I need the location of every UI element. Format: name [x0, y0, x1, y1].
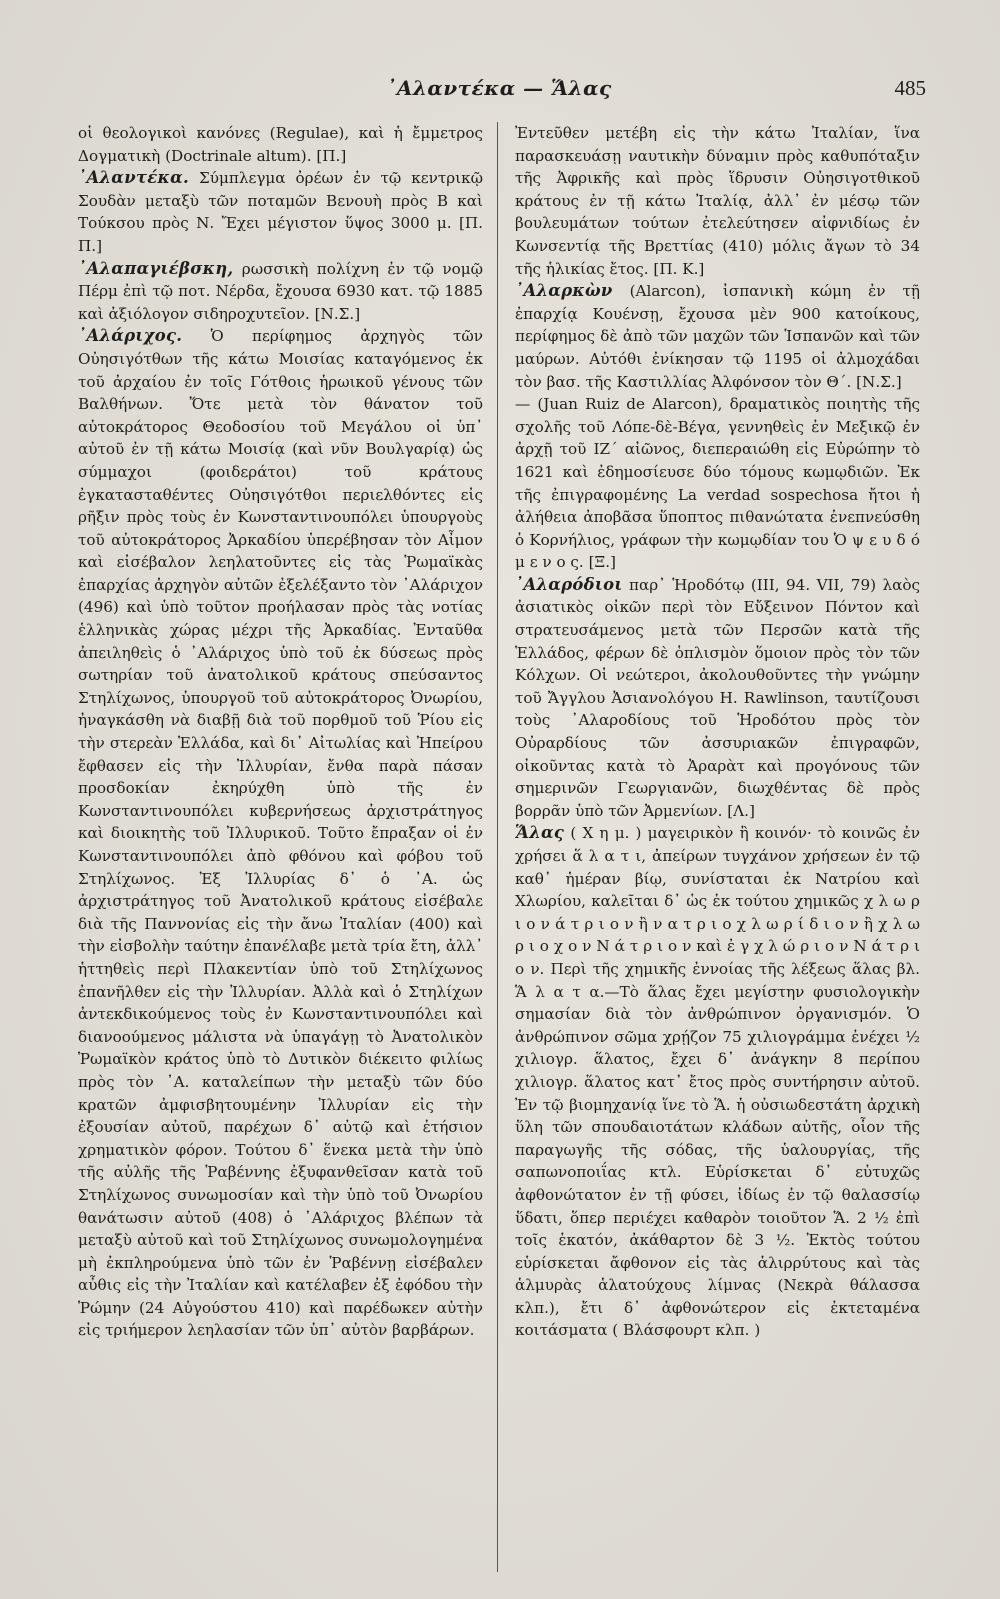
- entry-text: παρ᾿ Ἡροδότῳ (III, 94. VII, 79) λαὸς ἀσιατικὸς οἰκῶν περὶ τὸν Εὔξεινον Πόντον καὶ στρατευσάμενος μετὰ τῶν Περσῶν κατὰ τῆς Ἑλλάδος, φέρων δὲ ὁπλισμὸν ὅμοιον πρὸς τὸν τῶν Κόλχων. Οἱ νεώτεροι, ἀκολουθοῦντες τὴν γνώμην τοῦ Ἄγγλου Ἀσιανολόγου H. Rawlinson, ταυτίζουσι τοὺς ᾿Αλαροδίους τοῦ Ἡροδότου πρὸς τὸν Οὐραρδίους τῶν ἀσσυριακῶν ἐπιγραφῶν, οἰκοῦντας κατὰ τὸ Ἀραρὰτ καὶ προγόνους τῶν σημερινῶν Γεωργιανῶν, διωχθέντας δὲ πρὸς βορρᾶν ὑπὸ τῶν Ἀρμενίων. [Λ.]: [515, 575, 920, 820]
- entry-text: Ἐντεῦθεν μετέβη εἰς τὴν κάτω Ἰταλίαν, ἵνα παρασκευάσῃ ναυτικὴν δύναμιν πρὸς καθυπόταξιν τῆς Ἀφρικῆς καὶ πρὸς ἵδρυσιν Οὐησιγοτθικοῦ κράτους ἐν τῇ κάτω Ἰταλίᾳ, ἀλλ᾿ ἐν μέσῳ τῶν βουλευμάτων τούτων ἐτελεύτησεν αἰφνιδίως ἐν Κωνσεντίᾳ τῆς Βρεττίας (410) μόλις ἄγων τὸ 34 τῆς ἡλικίας ἔτος. [Π. Κ.]: [515, 124, 920, 278]
- entry-text: ρωσσικὴ πολίχνη ἐν τῷ νομῷ Πέρμ ἐπὶ τῷ ποτ. Νέρδα, ἔχουσα 6930 κατ. τῷ 1885 καὶ ἀξιόλογον σιδηροχυτεῖον. [Ν.Σ.]: [78, 259, 483, 323]
- entry-lemma: ᾿Αλάριχος.: [78, 326, 183, 346]
- page-header: [78, 70, 926, 114]
- page-number: 485: [894, 76, 926, 100]
- entry-continuation: [515, 122, 920, 280]
- entry-continuation: [78, 122, 483, 167]
- entry-alarcon: [515, 280, 920, 393]
- left-column: [78, 122, 483, 1592]
- entry-alaric: [78, 325, 483, 1342]
- entry-halas: [515, 822, 920, 1342]
- entry-text: ( Χ η μ. ) μαγειρικὸν ἢ κοινόν· τὸ κοινῶς ἐν χρήσει ἅ λ α τ ι, ἀπείρων τυγχάνον χρήσεων ἐν τῷ καθ᾿ ἡμέραν βίῳ, συνίσταται ἐκ Νατρίου καὶ Χλωρίου, καλεῖται δ᾿ ὡς ἐκ τούτου χημικῶς χ λ ω ρ ι ο ν ά τ ρ ι ο ν ἢ ν α τ ρ ι ο χ λ ω ρ ί δ ι ο ν ἢ χ λ ω ρ ι ο χ ο ν Ν ά τ ρ ι ο ν καὶ ἐ γ χ λ ώ ρ ι ο ν Ν ά τ ρ ι ο ν. Περὶ τῆς χημικῆς ἐννοίας τῆς λέξεως ἅλας βλ. Ἅ λ α τ α.—Τὸ ἅλας ἔχει μεγίστην φυσιολογικὴν σημασίαν διὰ τὸν ἀνθρώπινον ὀργανισμόν. Ὁ ἀνθρώπινον σῶμα χρῄζον 75 χιλιογράμμα ἐνέχει ½ χιλιογρ. ἅλατος, ἔχει δ᾿ ἀνάγκην 8 περίπου χιλιογρ. ἅλατος κατ᾿ ἔτος πρὸς συντήρησιν αὐτοῦ. Ἐν τῷ βιομηχανίᾳ ἵνε τὸ Ἅ. ἡ οὐσιωδεστάτη ἀρχικὴ ὕλη τῶν σπουδαιοτάτων κλάδων αὐτῆς, οἷον τῆς παραγωγῆς τῆς σόδας, τῆς ὑαλουργίας, τῆς σαπωνοποιΐας κτλ. Εὑρίσκεται δ᾿ εὐτυχῶς ἀφθονώτατον ἐν τῇ φύσει, ἰδίως ἐν τῷ θαλασσίῳ ὕδατι, ὅπερ περιέχει καθαρὸν τοιοῦτον Ἅ. 2 ½ ἐπὶ τοῖς ἑκατόν, ἀκάθαρτον δὲ 3 ½. Ἐκτὸς τούτου εὑρίσκεται ἄφθονον εἰς τὰς ἁλιρρύτους καὶ τὰς ἁλμυρὰς ἁλατούχους λίμνας (Νεκρὰ θάλασσα κλπ.), ἔτι δ᾿ ἀφθονώτερον εἰς ἐκτεταμένα κοιτάσματα ( Βλάσφουρτ κλπ. ): [515, 824, 920, 1340]
- entry-alarodioi: [515, 574, 920, 823]
- entry-lemma: ᾿Αλαρόδιοι: [515, 574, 623, 594]
- entry-alanteka: [78, 167, 483, 257]
- entry-juan-ruiz-de-alarcon: [515, 393, 920, 574]
- entry-text: οἱ θεολογικοὶ κανόνες (Regulae), καὶ ἡ ἔμμετρος Δογματικὴ (Doctrinale altum). [Π.]: [78, 124, 483, 165]
- entry-lemma: Ἅλας: [515, 823, 565, 843]
- column-divider: [497, 122, 498, 1572]
- entry-text: — (Juan Ruiz de Alarcon), δραματικὸς ποιητὴς τῆς σχολῆς τοῦ Λόπε-δὲ-Βέγα, γεννηθεὶς ἐν Μεξικῷ ἐν ἀρχῇ τοῦ ΙΖ´ αἰῶνος, διεπεραιώθη εἰς Εὐρώπην τὸ 1621 καὶ ἐδημοσίευσε δύο τόμους κωμῳδιῶν. Ἐκ τῆς ἐπιγραφομένης La verdad sospechosa ἤτοι ἡ ἀλήθεια ἀποβᾶσα ὕποπτος πιθανώτατα ἐνεπνεύσθη ὁ Κορνήλιος, γράφων τὴν κωμῳδίαν του Ὁ ψ ε υ δ ό μ ε ν ο ς. [Ξ.]: [515, 395, 920, 572]
- entry-lemma: ᾿Αλαντέκα.: [78, 168, 189, 188]
- running-head: ᾿Αλαντέκα — Ἅλας: [386, 76, 612, 100]
- entry-lemma: ᾿Αλαρκὼν: [515, 281, 613, 301]
- entry-text: Σύμπλεγμα ὀρέων ἐν τῷ κεντρικῷ Σουδὰν μεταξὺ τῶν ποταμῶν Βενουὴ πρὸς Β καὶ Τούκσου πρὸς Ν. Ἔχει μέγιστον ὕψος 3000 μ. [Π. Π.]: [78, 169, 483, 255]
- entry-alapagievsk: [78, 258, 483, 326]
- entry-text: Ὁ περίφημος ἀρχηγὸς τῶν Οὐησιγότθων τῆς κάτω Μοισίας καταγόμενος ἐκ τοῦ ἀρχαίου ἐν τοῖς Γότθοις ἡρωικοῦ γένους τῶν Βαλθήνων. Ὅτε μετὰ τὸν θάνατον τοῦ αὐτοκράτορος Θεοδοσίου τοῦ Μεγάλου οἱ ὑπ᾿ αὐτοῦ ἐν τῇ κάτω Μοισίᾳ (καὶ νῦν Βουλγαρίᾳ) ὡς σύμμαχοι (φοιδεράτοι) τοῦ κράτους ἐγκατασταθέντες Οὐησιγότθοι περιελθόντες εἰς ρῆξιν πρὸς τοὺς ἐν Κωνσταντινουπόλει ὑπουργοὺς τοῦ αὐτοκράτορος Ἀρκαδίου ὑπερέβησαν τὸν Αἶμον καὶ εἰσέβαλον λεηλατοῦντες εἰς τὰς Ῥωμαϊκὰς ἐπαρχίας ἀρχηγὸν αὐτῶν ἐξελέξαντο τὸν ᾿Αλάριχον (496) καὶ ὑπὸ τοῦτον προήλασαν πρὸς τὰς νοτίας ἑλληνικὰς χώρας μέχρι τῆς Ἀρκαδίας. Ἐνταῦθα ἀπειληθεὶς ὁ ᾿Αλάριχος ὑπὸ τοῦ ἐκ δύσεως πρὸς σωτηρίαν τοῦ ἀνατολικοῦ κράτους σπεύσαντος Στηλίχωνος, ὑπουργοῦ τοῦ αὐτοκράτορος Ὀνωρίου, ἠναγκάσθη νὰ διαβῇ διὰ τοῦ πορθμοῦ τοῦ Ῥίου εἰς τὴν στερεὰν Ἑλλάδα, καὶ δι᾿ Αἰτωλίας καὶ Ἠπείρου ἔφθασεν εἰς τὴν Ἰλλυρίαν, ἔνθα παρὰ πάσαν προσδοκίαν ἐκηρύχθη ὑπὸ τῆς ἐν Κωνσταντινουπόλει κυβερνήσεως ἀρχιστράτηγος καὶ διοικητὴς τοῦ Ἰλλυρικοῦ. Τοῦτο ἔπραξαν οἱ ἐν Κωνσταντινουπόλει ἀπὸ φθόνου καὶ φόβου τοῦ Στηλίχωνος. Ἐξ Ἰλλυρίας δ᾿ ὁ ᾿Α. ὡς ἀρχιστράτηγος τοῦ Ἀνατολικοῦ κράτους εἰσέβαλε διὰ τῆς Παννονίας εἰς τὴν ἄνω Ἰταλίαν (400) καὶ τὴν εἰσβολὴν ταύτην ἐπανέλαβε μετὰ τρία ἔτη, ἀλλ᾿ ἡττηθεὶς περὶ Πλακεντίαν ὑπὸ τοῦ Στηλίχωνος ἐπανῆλθεν εἰς τὴν Ἰλλυρίαν. Ἀλλὰ καὶ ὁ Στηλίχων ἀντεκδικούμενος τοὺς ἐν Κωνσταντινουπόλει καὶ διανοούμενος μάλιστα νὰ ὑπαγάγῃ τὸ Ἀνατολικὸν Ῥωμαϊκὸν κράτος ὑπὸ τὸ Δυτικὸν διέκειτο φιλίως πρὸς τὸν ᾿Α. καταλείπων τὴν μεταξὺ τῶν δύο κρατῶν ἀμφισβητουμένην Ἰλλυρίαν εἰς τὴν ἐξουσίαν αὐτοῦ, παρέχων δ᾿ αὐτῷ καὶ ἐτήσιον χρηματικὸν φόρον. Τούτου δ᾿ ἕνεκα μετὰ τὴν ὑπὸ τῆς αὐλῆς τῆς Ῥαβέννης ἐξυφανθεῖσαν κατὰ τοῦ Στηλίχωνος συνωμοσίαν καὶ τὴν ὑπὸ τοῦ Ὀνωρίου θανάτωσιν αὐτοῦ (408) ὁ ᾿Αλάριχος βλέπων τὰ μεταξὺ αὐτοῦ καὶ τοῦ Στηλίχωνος συνωμολογημένα μὴ ἐκπληρούμενα ὑπὸ τῶν ἐν Ῥαβέννῃ εἰσέβαλεν αὖθις εἰς τὴν Ἰταλίαν καὶ κατέλαβεν ἐξ ἐφόδου τὴν Ῥώμην (24 Αὐγούστου 410) καὶ παρέδωκεν αὐτὴν εἰς τριήμερον λεηλασίαν τῶν ὑπ᾿ αὐτὸν βαρβάρων.: [78, 327, 483, 1340]
- entry-lemma: ᾿Αλαπαγιέβσκη,: [78, 258, 234, 278]
- entry-text: (Alarcon), ἱσπανικὴ κώμη ἐν τῇ ἐπαρχίᾳ Κουένσῃ, ἔχουσα μὲν 900 κατοίκους, περίφημος δὲ ἀπὸ τῶν μαχῶν τῶν Ἱσπανῶν καὶ τῶν μαύρων. Αὐτόθι ἐνίκησαν τῷ 1195 οἱ ἀλμοχάδαι τὸν βασ. τῆς Καστιλλίας Ἀλφόνσον τὸν Θ´. [Ν.Σ.]: [515, 282, 920, 391]
- right-column: [515, 122, 920, 1592]
- text-columns: [78, 122, 920, 1592]
